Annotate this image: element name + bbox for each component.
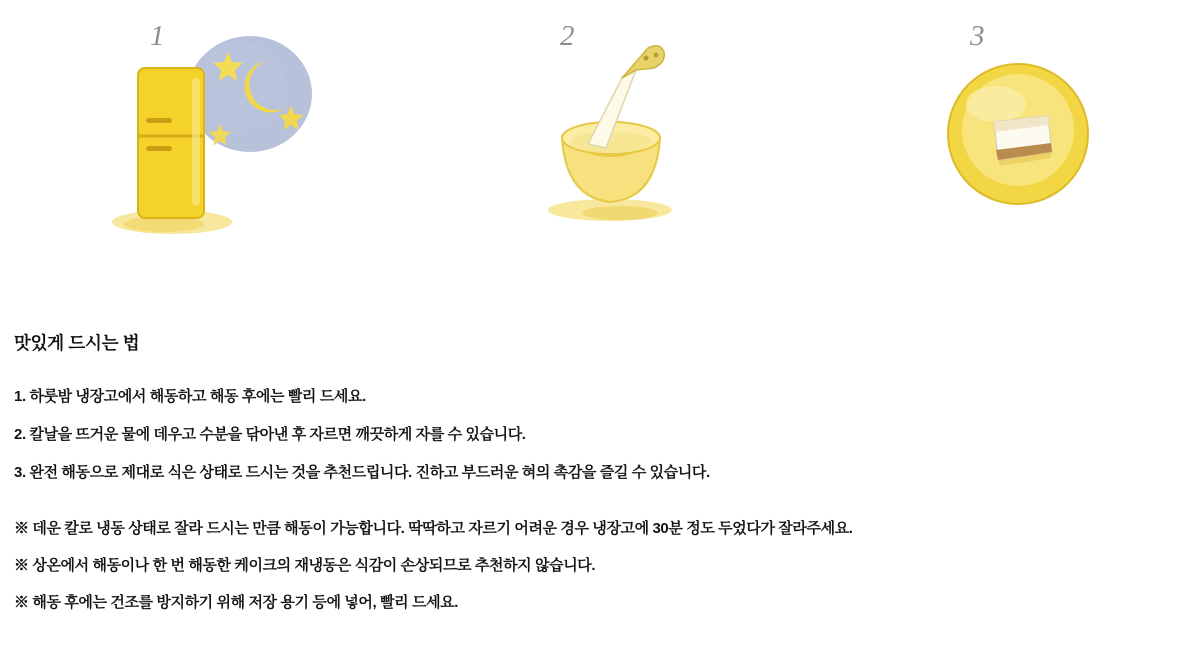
steps-illustration-strip — [0, 0, 1178, 250]
step-2 — [470, 0, 770, 250]
step-1 — [60, 0, 360, 250]
cake-slice-plate-icon — [870, 26, 1170, 236]
spacer — [14, 503, 1164, 521]
instruction-item: 2. 칼날을 뜨거운 물에 데우고 수분을 닦아낸 후 자르면 깨끗하게 자를 수 있습니다. — [14, 426, 526, 443]
step-number: 1 — [150, 20, 165, 52]
note-item: ※ 상온에서 해동이나 한 번 해동한 케이크의 재냉동은 식감이 손상되므로 추천하지 않습니다. — [14, 557, 596, 574]
step-3 — [870, 0, 1170, 250]
instruction-item: 1. 하룻밤 냉장고에서 해동하고 해동 후에는 빨리 드세요. — [14, 388, 366, 405]
page-title: 맛있게 드시는 법 — [14, 333, 140, 353]
instruction-item: 3. 완전 해동으로 제대로 식은 상태로 드시는 것을 추천드립니다. 진하고 부드러운 혀의 촉감을 즐길 수 있습니다. — [14, 464, 710, 481]
knife-bowl-icon — [470, 26, 770, 236]
instructions-section — [14, 330, 1164, 632]
step-number: 3 — [970, 20, 985, 52]
step-number: 2 — [560, 20, 575, 52]
note-item: ※ 해동 후에는 건조를 방지하기 위해 저장 용기 등에 넣어, 빨리 드세요. — [14, 594, 459, 611]
note-item: ※ 데운 칼로 냉동 상태로 잘라 드시는 만큼 해동이 가능합니다. 딱딱하고 자르기 어려운 경우 냉장고에 30분 정도 두었다가 잘라주세요. — [14, 520, 853, 537]
refrigerator-night-icon — [60, 26, 360, 236]
